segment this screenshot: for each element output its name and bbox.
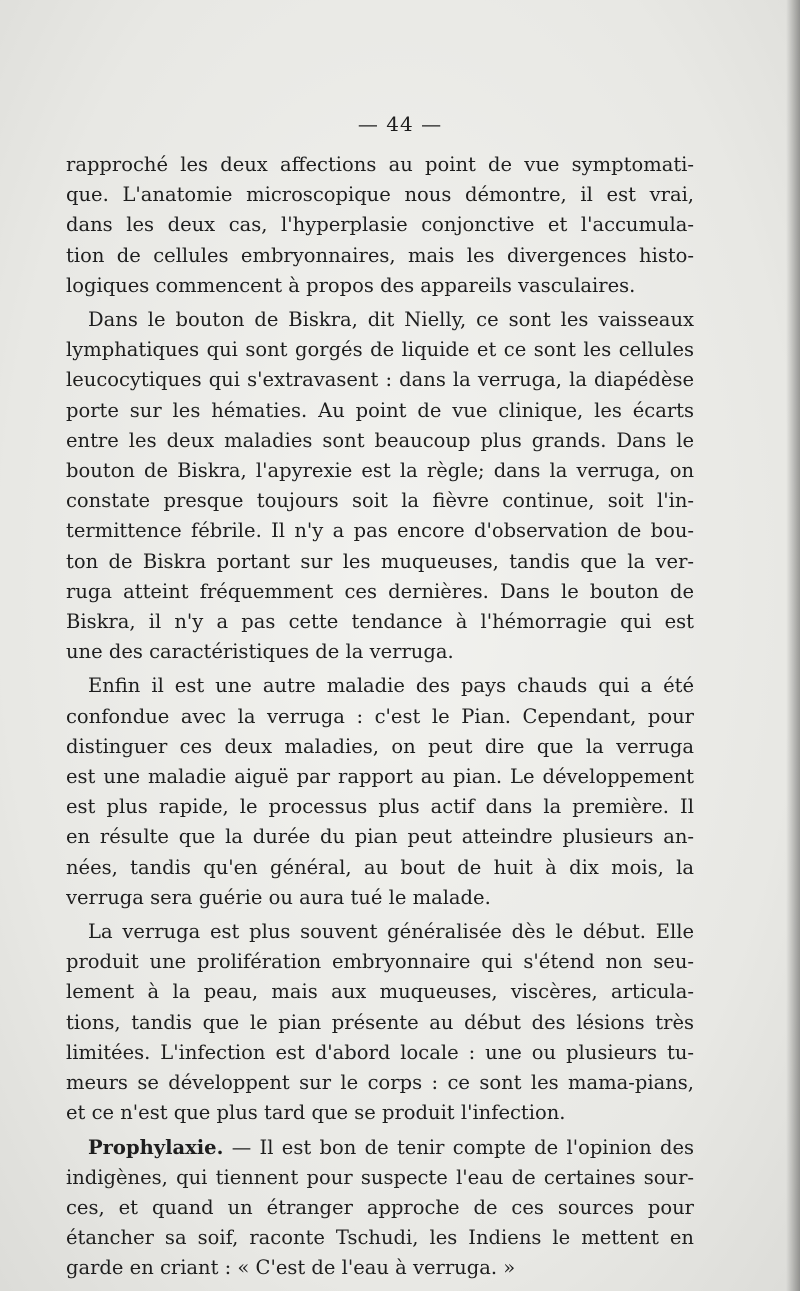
text-line: est plus rapide, le processus plus actif dans la première. Il bbox=[66, 795, 694, 819]
section-heading: Prophylaxie. bbox=[88, 1135, 224, 1159]
text-line: logiques commencent à propos des appareils vasculaires. bbox=[66, 273, 636, 297]
text-line: indigènes, qui tiennent pour suspecte l'eau de certaines sour- bbox=[66, 1165, 694, 1189]
text-line: Enfin il est une autre maladie des pays chauds qui a été bbox=[88, 674, 694, 698]
text-line: tion de cellules embryonnaires, mais les divergences histo- bbox=[66, 243, 694, 267]
text-line: tions, tandis que le pian présente au début des lésions très bbox=[66, 1010, 694, 1034]
body-text bbox=[66, 150, 694, 1288]
text-line: produit une prolifération embryonnaire qui s'étend non seu- bbox=[66, 950, 694, 974]
text-line: dans les deux cas, l'hyperplasie conjonctive et l'accumula- bbox=[66, 213, 694, 237]
text-line: et ce n'est que plus tard que se produit l'infection. bbox=[66, 1101, 566, 1125]
paragraph-4 bbox=[66, 917, 694, 1128]
paragraph-3 bbox=[66, 671, 694, 913]
text-line: nées, tandis qu'en général, au bout de huit à dix mois, la bbox=[66, 855, 694, 879]
text-line: ruga atteint fréquemment ces dernières. Dans le bouton de bbox=[66, 579, 694, 603]
paragraph-2 bbox=[66, 305, 694, 667]
text-line: ton de Biskra portant sur les muqueuses, tandis que la ver- bbox=[66, 549, 694, 573]
text-line: ces, et quand un étranger approche de ces sources pour bbox=[66, 1195, 694, 1219]
text-line: étancher sa soif, raconte Tschudi, les Indiens le mettent en bbox=[66, 1226, 694, 1250]
text-line: que. L'anatomie microscopique nous démontre, il est vrai, bbox=[66, 183, 694, 207]
text-line: rapproché les deux affections au point de vue symptomati- bbox=[66, 153, 694, 176]
text-line: lymphatiques qui sont gorgés de liquide et ce sont les cellules bbox=[66, 338, 694, 362]
text-line: confondue avec la verruga : c'est le Pian. Cependant, pour bbox=[66, 704, 694, 728]
page-number: — 44 — bbox=[357, 112, 443, 136]
text-line: verruga sera guérie ou aura tué le malade. bbox=[66, 885, 491, 909]
text-line bbox=[66, 1133, 694, 1163]
text-line: entre les deux maladies sont beaucoup plus grands. Dans le bbox=[66, 428, 694, 452]
text-line: porte sur les hématies. Au point de vue clinique, les écarts bbox=[66, 398, 694, 422]
text-line: garde en criant : « C'est de l'eau à verruga. » bbox=[66, 1256, 516, 1280]
text-line: constate presque toujours soit la fièvre continue, soit l'in- bbox=[66, 489, 694, 513]
text-line: La verruga est plus souvent généralisée dès le début. Elle bbox=[88, 920, 694, 944]
text-line: lement à la peau, mais aux muqueuses, viscères, articula- bbox=[66, 980, 694, 1004]
paragraph-prophylaxie bbox=[66, 1133, 694, 1284]
text-line: en résulte que la durée du pian peut atteindre plusieurs an- bbox=[66, 825, 694, 849]
text-line: bouton de Biskra, l'apyrexie est la règle; dans la verruga, on bbox=[66, 459, 694, 483]
text-line: Biskra, il n'y a pas cette tendance à l'hémorragie qui est bbox=[66, 610, 694, 634]
page-edge-shadow bbox=[786, 0, 800, 1291]
text-line: meurs se développent sur le corps : ce sont les mama-pians, bbox=[66, 1071, 694, 1095]
text-line: est une maladie aiguë par rapport au pian. Le développement bbox=[66, 765, 694, 789]
paragraph-1 bbox=[66, 150, 694, 301]
text-line: une des caractéristiques de la verruga. bbox=[66, 640, 454, 664]
text-line: Dans le bouton de Biskra, dit Nielly, ce sont les vaisseaux bbox=[88, 308, 694, 332]
text-line: limitées. L'infection est d'abord locale : une ou plusieurs tu- bbox=[66, 1040, 694, 1064]
text-line: termittence fébrile. Il n'y a pas encore d'observation de bou- bbox=[66, 519, 694, 543]
text-line-continuation: — Il est bon de tenir compte de l'opinion des bbox=[223, 1135, 694, 1159]
text-line: distinguer ces deux maladies, on peut dire que la verruga bbox=[66, 734, 694, 758]
text-line: leucocytiques qui s'extravasent : dans la verruga, la diapédèse bbox=[66, 368, 694, 392]
